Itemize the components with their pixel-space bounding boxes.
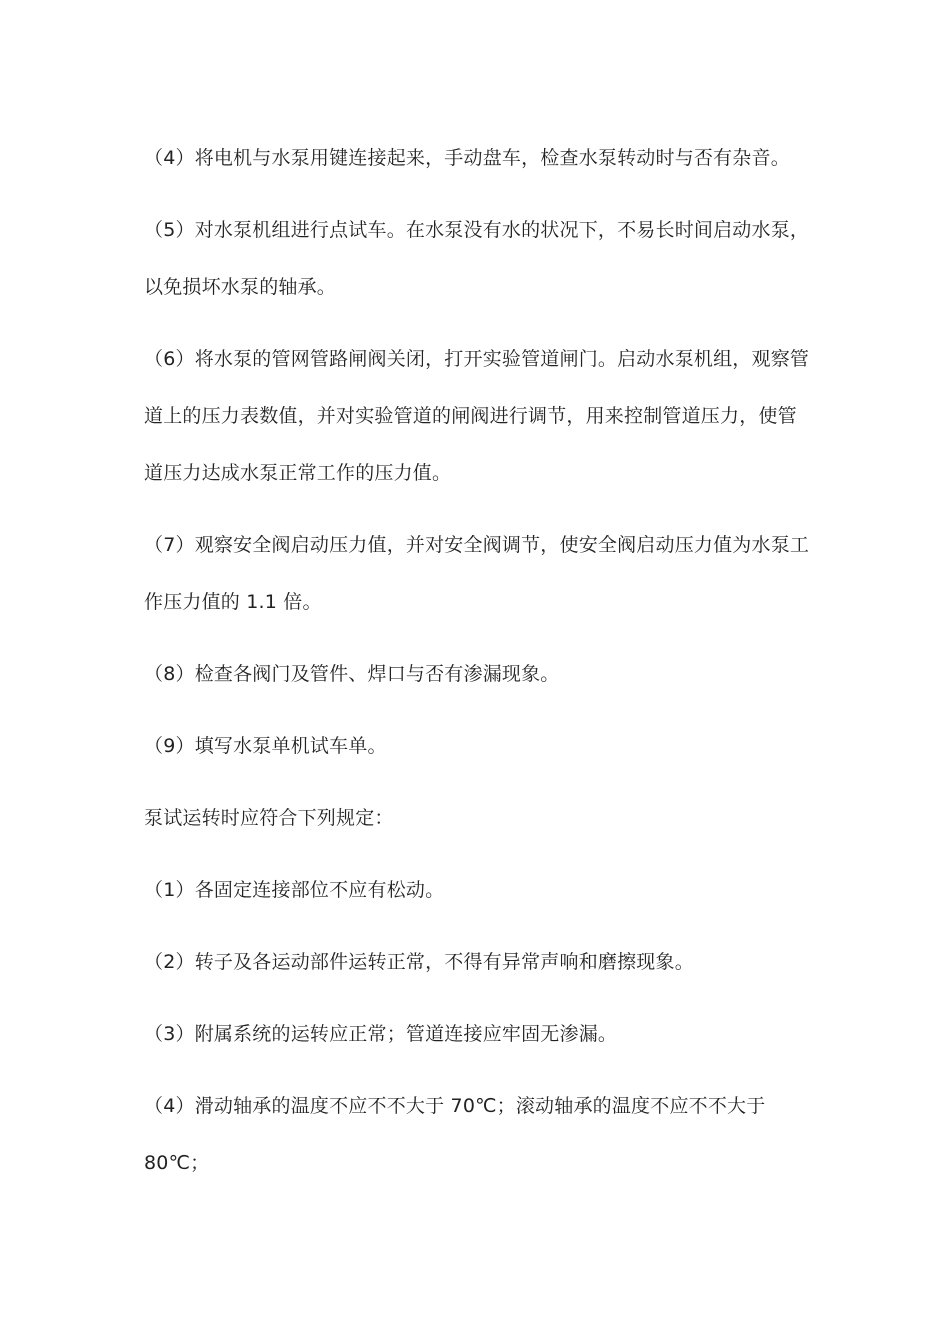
paragraph-line: 以免损坏水泵的轴承。 [144, 276, 337, 298]
paragraph-rules-intro [144, 790, 816, 847]
paragraph-step-7 [144, 517, 816, 631]
paragraph-step-6 [144, 331, 816, 502]
paragraph-line: （9）填写水泵单机试车单。 [144, 735, 387, 757]
paragraph-line: 作压力值的 1.1 倍。 [144, 591, 322, 613]
paragraph-line: 道上的压力表数值，并对实验管道的闸阀进行调节，用来控制管道压力，使管 [144, 405, 797, 427]
paragraph-line: （7）观察安全阀启动压力值，并对安全阀调节，使安全阀启动压力值为水泵工 [144, 534, 810, 556]
paragraph-rule-3 [144, 1006, 816, 1063]
paragraph-rule-4 [144, 1078, 816, 1192]
paragraph-line: （3）附属系统的运转应正常；管道连接应牢固无渗漏。 [144, 1023, 618, 1045]
paragraph-step-4 [144, 130, 816, 187]
paragraph-line: （6）将水泵的管网管路闸阀关闭，打开实验管道闸门。启动水泵机组，观察管 [144, 348, 810, 370]
document-body [144, 130, 816, 1207]
paragraph-line: （5）对水泵机组进行点试车。在水泵没有水的状况下，不易长时间启动水泵， [144, 219, 810, 241]
paragraph-rule-1 [144, 862, 816, 919]
paragraph-line: 道压力达成水泵正常工作的压力值。 [144, 462, 452, 484]
paragraph-rule-2 [144, 934, 816, 991]
paragraph-line: （8）检查各阀门及管件、焊口与否有渗漏现象。 [144, 663, 560, 685]
paragraph-step-8 [144, 646, 816, 703]
paragraph-line: （4）滑动轴承的温度不应不不大于 70℃；滚动轴承的温度不应不不大于 [144, 1095, 766, 1117]
paragraph-step-5 [144, 202, 816, 316]
paragraph-line: （1）各固定连接部位不应有松动。 [144, 879, 445, 901]
paragraph-line: （4）将电机与水泵用键连接起来，手动盘车，检查水泵转动时与否有杂音。 [144, 147, 790, 169]
paragraph-step-9 [144, 718, 816, 775]
paragraph-line: （2）转子及各运动部件运转正常，不得有异常声响和磨擦现象。 [144, 951, 694, 973]
paragraph-line: 泵试运转时应符合下列规定： [144, 807, 394, 829]
paragraph-line: 80℃； [144, 1152, 210, 1174]
